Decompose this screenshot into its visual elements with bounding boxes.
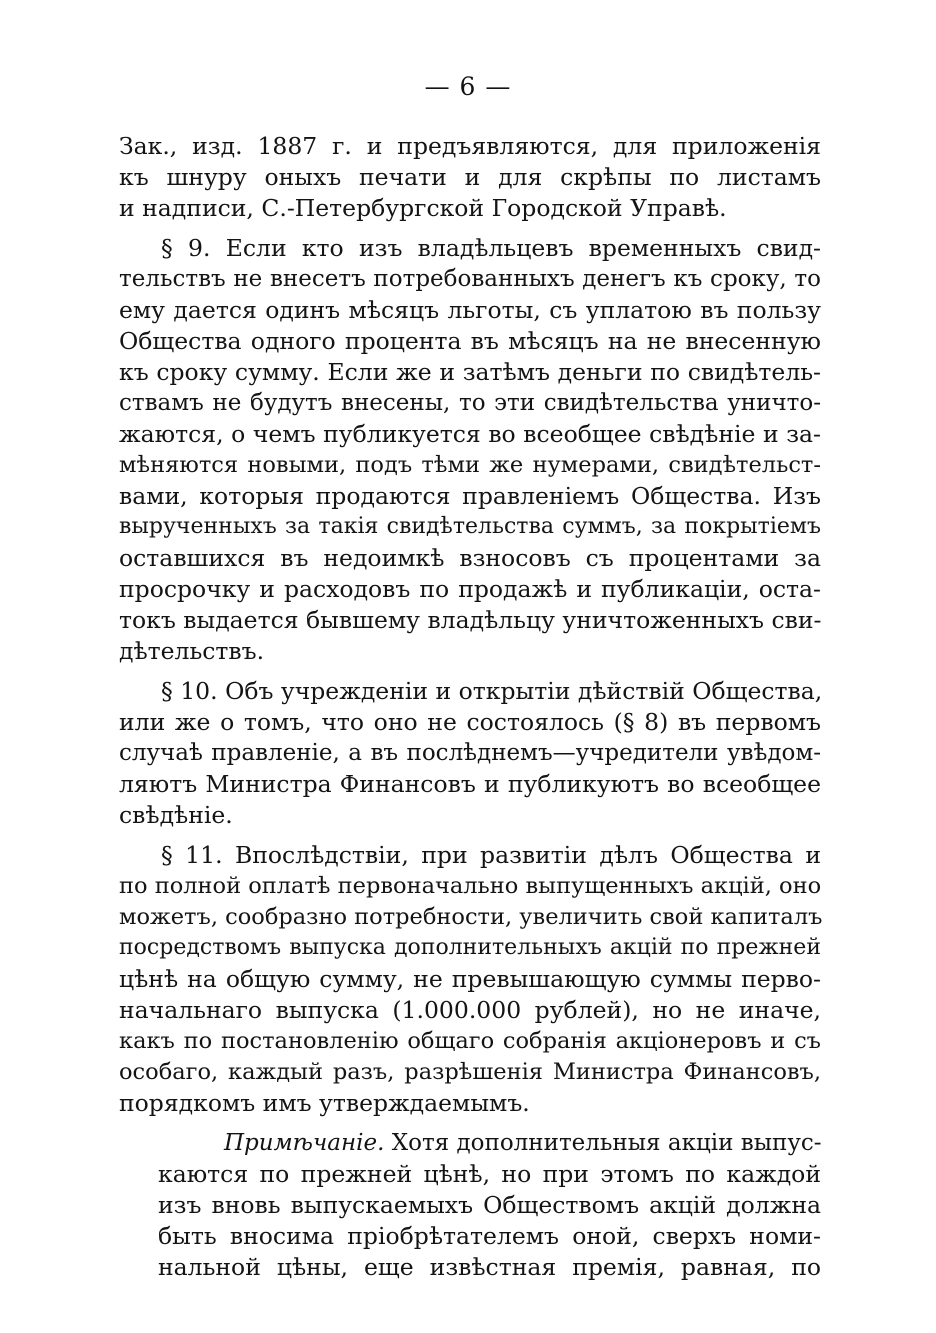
text-line: дѣтельствъ. (119, 637, 265, 665)
text-line: порядкомъ имъ утверждаемымъ. (119, 1089, 530, 1117)
text-line: тельствъ не внесетъ потребованныхъ денегъ къ сроку, то (119, 266, 821, 292)
text-line: жаются, о чемъ публикуется во всеобщее свѣдѣніе и за- (119, 420, 821, 448)
text-line: особаго, каждый разъ, разрѣшенія Министра Финансовъ, (119, 1059, 821, 1085)
text-line: нальной цѣны, еще извѣстная премія, равная, по (158, 1253, 821, 1281)
text-line: § 10. Объ учрежденіи и открытіи дѣйствій Общества, (161, 677, 823, 705)
text-line: § 11. Впослѣдствіи, при развитіи дѣлъ Общества и (161, 841, 821, 869)
text-line: ляютъ Министра Финансовъ и публикуютъ во всеобщее (119, 770, 821, 798)
text-line: § 9. Если кто изъ владѣльцевъ временныхъ свид- (161, 234, 821, 262)
text-line: изъ вновь выпускаемыхъ Обществомъ акцій должна (158, 1191, 821, 1219)
text-line: цѣнѣ на общую сумму, не превышающую суммы перво- (119, 965, 821, 993)
note-label: Примѣчаніе. (224, 1130, 385, 1156)
page-number: — 6 — (424, 72, 512, 101)
text-line: или же о томъ, что оно не состоялось (§ 8) въ первомъ (119, 708, 821, 736)
text-line: Зак., изд. 1887 г. и предъявляются, для приложенія (119, 132, 821, 160)
text-line: просрочку и расходовъ по продажѣ и публикаціи, оста- (119, 575, 821, 603)
text-line: быть вносима пріобрѣтателемъ оной, сверхъ номи- (158, 1222, 821, 1250)
text-line: Общества одного процента въ мѣсяцъ на не внесенную (119, 327, 821, 355)
text-line: ему дается одинъ мѣсяцъ льготы, съ уплатою въ пользу (119, 296, 821, 324)
text-line: каются по прежней цѣнѣ, но при этомъ по каждой (158, 1160, 821, 1188)
text-line: вырученныхъ за такія свидѣтельства суммъ, за покрытіемъ (119, 514, 821, 539)
text-line: Хотя дополнительныя акціи выпус- (391, 1130, 822, 1156)
text-line: начальнаго выпуска (1.000.000 рублей), но не иначе, (119, 996, 821, 1024)
text-line: ствамъ не будутъ внесены, то эти свидѣтельства уничто- (119, 390, 821, 416)
text-line: мѣняются новыми, подъ тѣми же нумерами, свидѣтельст- (119, 452, 821, 478)
text-line: какъ по постановленію общаго собранія акціонеровъ и съ (119, 1028, 821, 1054)
text-line: можетъ, сообразно потребности, увеличить свой капиталъ (119, 904, 823, 930)
text-line: свѣдѣніе. (119, 801, 233, 829)
text-line: и надписи, С.-Петербургской Городской Управѣ. (119, 194, 727, 222)
text-line: вами, которыя продаются правленіемъ Общества. Изъ (119, 482, 821, 510)
note-first-line (224, 1128, 821, 1158)
text-line: къ сроку сумму. Если же и затѣмъ деньги по свидѣтель- (119, 358, 821, 386)
text-line: случаѣ правленіе, а въ послѣднемъ—учредители увѣдом- (119, 740, 821, 766)
text-line: по полной оплатѣ первоначально выпущенныхъ акцій, оно (119, 873, 822, 899)
text-line: токъ выдается бывшему владѣльцу уничтоженныхъ сви- (119, 606, 822, 634)
text-line: къ шнуру оныхъ печати и для скрѣпы по листамъ (119, 163, 821, 191)
text-line: оставшихся въ недоимкѣ взносовъ съ процентами за (119, 544, 821, 572)
text-line: посредствомъ выпуска дополнительныхъ акцій по прежней (119, 935, 821, 960)
